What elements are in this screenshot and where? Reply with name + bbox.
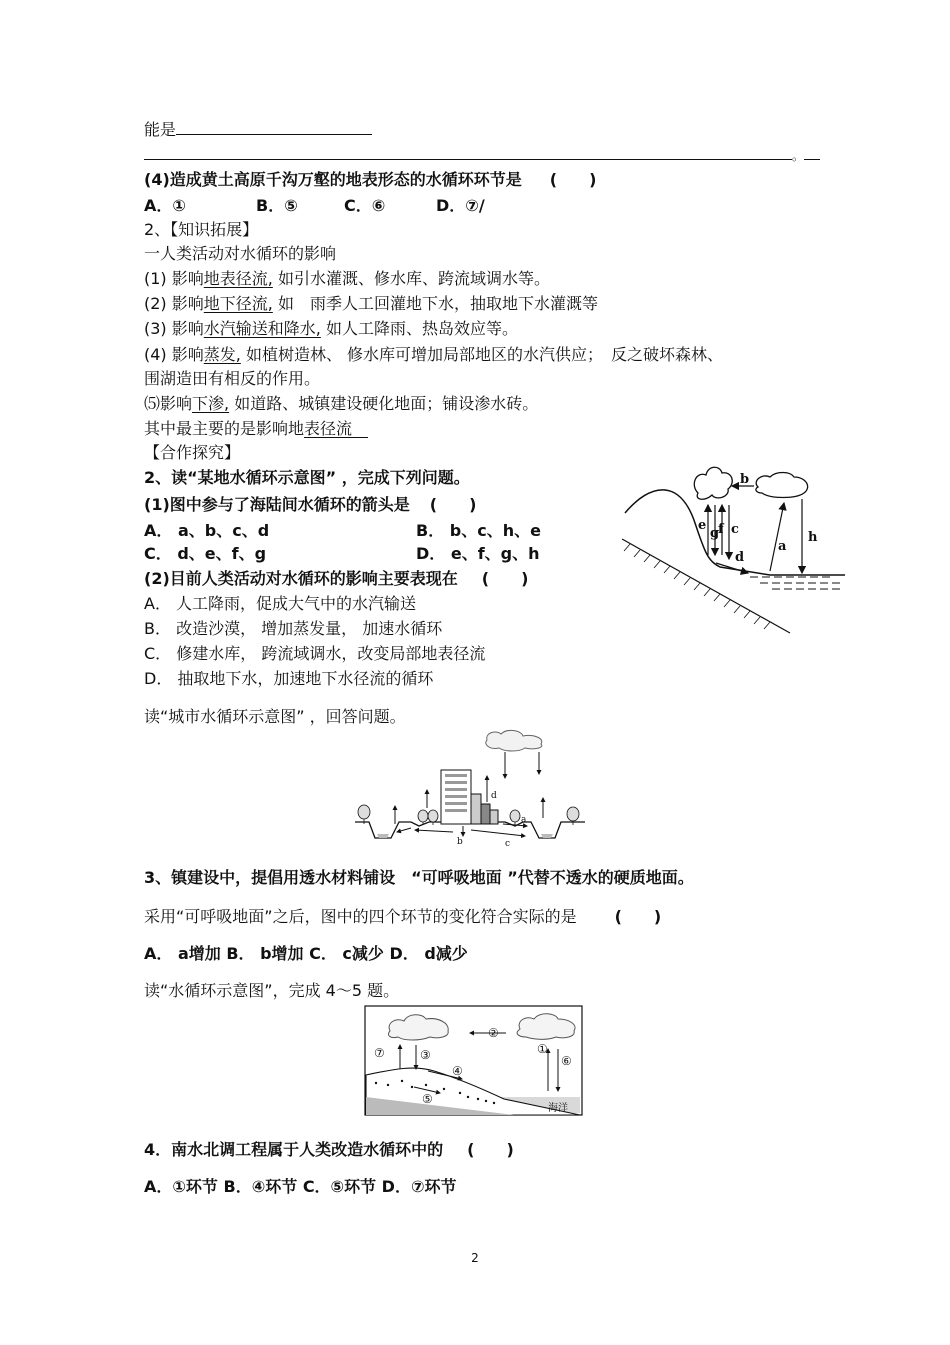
question-2-intro xyxy=(144,467,470,489)
label-a: a xyxy=(521,815,527,825)
groundwater-arrow xyxy=(415,830,453,832)
option-c: C．⑥ xyxy=(344,196,386,215)
option-d: D． e、f、g、h xyxy=(416,544,540,563)
item-text: 如植树造林、 修水库可增加局部地区的水汽供应； 反之破坏森林、 xyxy=(240,345,724,364)
option-c: C． d、e、f、g xyxy=(144,544,267,563)
cloud xyxy=(486,730,542,751)
item-1 xyxy=(144,268,550,290)
cloud xyxy=(694,467,732,499)
figure-intro: 读“水循环示意图”，完成 4～5 题。 xyxy=(144,981,400,1000)
question-2-1-options-cd xyxy=(144,543,540,565)
option-b: B．⑤ xyxy=(256,196,298,215)
sea-label: 海洋 xyxy=(548,1103,568,1114)
question-4-options xyxy=(144,195,485,217)
stem-text: (1)图中参与了海陆间水循环的箭头是 xyxy=(144,495,410,514)
answer-line xyxy=(144,119,372,141)
item-text: 如 雨季人工回灌地下水，抽取地下水灌溉等 xyxy=(272,294,598,313)
label-f: f xyxy=(718,522,724,537)
label-2: ② xyxy=(488,1026,499,1040)
answer-paren: ( ) xyxy=(481,569,529,588)
item-keyword: 水汽输送和降水, xyxy=(203,319,321,338)
item-text: 如引水灌溉、修水库、跨流域调水等。 xyxy=(272,269,550,288)
item-keyword: 下渗, xyxy=(192,394,230,413)
river-water xyxy=(541,834,553,838)
item-5 xyxy=(144,393,538,415)
end-mark: 。 xyxy=(792,149,805,163)
arrow-a xyxy=(770,503,784,571)
building xyxy=(471,794,481,824)
question-2-1 xyxy=(144,494,476,516)
question-3-stem-2 xyxy=(144,906,661,928)
label-g: g xyxy=(710,526,720,541)
label-e: e xyxy=(698,518,707,533)
section-subheading: 一人类活动对水循环的影响 xyxy=(144,244,337,263)
numbered-water-cycle-diagram xyxy=(364,1005,584,1117)
stem-text: 3、镇建设中，提倡用透水材料铺设 “可呼吸地面 ”代替不透水的硬质地面。 xyxy=(144,868,694,887)
option-b: B． b、c、h、e xyxy=(416,521,541,540)
label-6: ⑥ xyxy=(561,1054,572,1068)
item-prefix: (1) 影响 xyxy=(144,269,204,288)
question-4-options-2: A．①环节 B．④环节 C．⑤环节 D．⑦环节 xyxy=(144,1177,457,1196)
runoff-arrow xyxy=(397,828,411,832)
stem-text: 2、读“某地水循环示意图” ，完成下列问题。 xyxy=(144,468,470,487)
question-3-options: A． a增加 B． b增加 C． c减少 D． d减少 xyxy=(144,944,468,963)
water-cycle-diagram xyxy=(620,463,850,635)
item-prefix: (4) 影响 xyxy=(144,345,204,364)
label-d: d xyxy=(735,550,745,565)
question-4-stem xyxy=(144,169,596,191)
sea-surface xyxy=(750,577,840,589)
building xyxy=(481,804,490,824)
option-d: D． 抽取地下水，加速地下水径流的循环 xyxy=(144,669,434,688)
section-heading: 2、【知识拓展】 xyxy=(144,220,259,239)
page-number: 2 xyxy=(471,1251,479,1265)
item-2 xyxy=(144,293,598,315)
label-a: a xyxy=(778,539,787,554)
answer-paren: ( ) xyxy=(549,170,597,189)
answer-paren: ( ) xyxy=(614,907,662,926)
building xyxy=(490,810,498,824)
item-4 xyxy=(144,344,723,366)
stem-text: (4)造成黄土高原千沟万壑的地表形态的水循环环节是 xyxy=(144,170,522,189)
item-prefix: ⑸影响 xyxy=(144,394,193,413)
item-keyword: 蒸发, xyxy=(203,345,241,364)
answer-paren: ( ) xyxy=(429,495,477,514)
option-c: C． 修建水库， 跨流域调水，改变局部地表径流 xyxy=(144,644,486,663)
question-2-2 xyxy=(144,568,528,590)
label-c: c xyxy=(731,522,739,537)
river-water xyxy=(377,834,389,838)
item-text: 如人工降雨、热岛效应等。 xyxy=(320,319,518,338)
label-5: ⑤ xyxy=(422,1092,433,1106)
label-c: c xyxy=(505,839,511,849)
option-d: D．⑦/ xyxy=(436,196,485,215)
figure-intro: 读“城市水循环示意图” ，回答问题。 xyxy=(144,707,406,726)
label-d: d xyxy=(491,791,497,801)
answer-line-2 xyxy=(144,144,820,167)
option-b: B． 改造沙漠， 增加蒸发量， 加速水循环 xyxy=(144,619,443,638)
item-keyword: 表径流 xyxy=(304,419,369,438)
item-keyword: 地下径流, xyxy=(203,294,273,313)
blank-line xyxy=(176,134,372,135)
blank-line xyxy=(804,159,820,160)
section-heading: 【合作探究】 xyxy=(144,443,241,462)
question-4-stem-2 xyxy=(144,1139,514,1161)
option-a: A．① xyxy=(144,196,186,215)
label-1: ① xyxy=(537,1042,548,1056)
item-prefix: (3) 影响 xyxy=(144,319,204,338)
item-3 xyxy=(144,318,518,340)
main-influence xyxy=(144,418,368,440)
label-7: ⑦ xyxy=(374,1046,385,1060)
item-prefix: (2) 影响 xyxy=(144,294,204,313)
label-b: b xyxy=(740,472,750,487)
item-4-continued: 围湖造田有相反的作用。 xyxy=(144,369,321,388)
stem-text: (2)目前人类活动对水循环的影响主要表现在 xyxy=(144,569,458,588)
stem-text: 采用“可呼吸地面”之后，图中的四个环节的变化符合实际的是 xyxy=(144,907,577,926)
ground-hatching xyxy=(624,544,770,629)
item-prefix: 其中最主要的是影响地 xyxy=(144,419,305,438)
answer-paren: ( ) xyxy=(467,1140,514,1159)
answer-prefix: 能是 xyxy=(144,120,177,139)
question-2-1-options-ab xyxy=(144,520,541,542)
question-3-stem xyxy=(144,867,694,889)
option-a: A． a、b、c、d xyxy=(144,521,270,540)
blank-line xyxy=(144,159,792,160)
item-text: 如道路、城镇建设硬化地面；铺设渗水砖。 xyxy=(229,394,539,413)
label-b: b xyxy=(457,837,463,847)
option-a: A． 人工降雨，促成大气中的水汽输送 xyxy=(144,594,417,613)
label-h: h xyxy=(808,530,818,545)
stem-text: 4．南水北调工程属于人类改造水循环中的 xyxy=(144,1140,444,1159)
city-water-cycle-diagram xyxy=(355,726,585,854)
label-4: ④ xyxy=(452,1064,463,1078)
label-3: ③ xyxy=(420,1048,431,1062)
arrow-c xyxy=(471,830,525,836)
cloud xyxy=(756,473,808,498)
item-keyword: 地表径流, xyxy=(203,269,273,288)
